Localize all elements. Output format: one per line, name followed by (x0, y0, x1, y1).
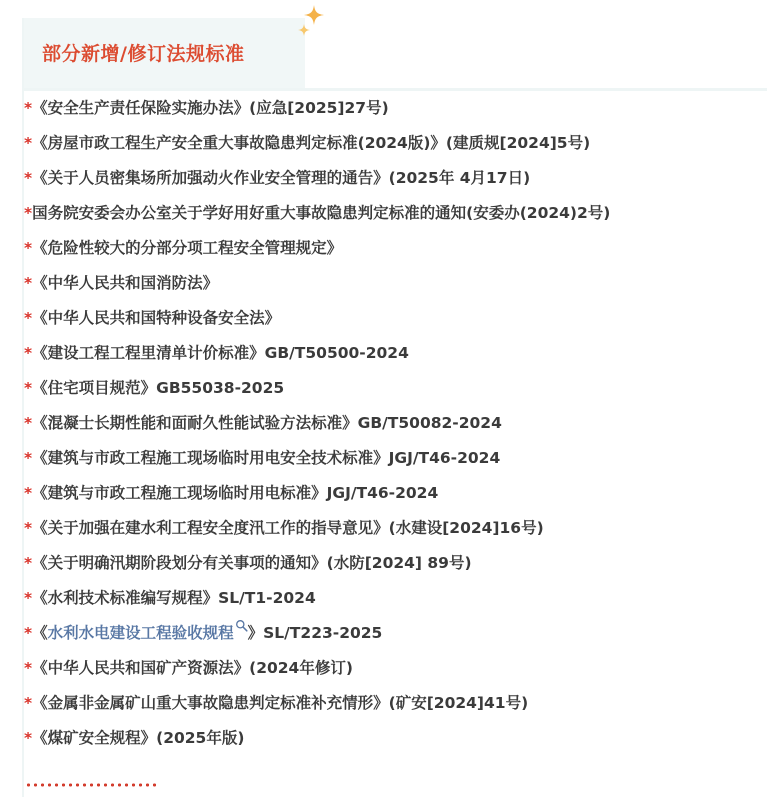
regulation-title: 《水利技术标准编写规程》SL/T1-2024 (32, 589, 316, 607)
list-star-marker: * (24, 99, 33, 117)
list-item (24, 582, 767, 617)
regulation-title: 《建筑与市政工程施工现场临时用电安全技术标准》JGJ/T46-2024 (32, 449, 501, 467)
list-star-marker: * (24, 239, 33, 257)
list-item (24, 337, 767, 372)
regulation-title: 《住宅项目规范》GB55038-2025 (32, 379, 285, 397)
list-star-marker: * (24, 519, 33, 537)
page-title: 部分新增/修订法规标准 (42, 43, 245, 65)
list-star-marker: * (24, 379, 33, 397)
list-item (24, 162, 767, 197)
list-item (24, 127, 767, 162)
regulation-title: 《房屋市政工程生产安全重大事故隐患判定标准(2024版)》(建质规[2024]5号) (32, 134, 591, 152)
regulation-list (24, 92, 767, 757)
list-star-marker: * (24, 624, 33, 642)
sparkle-icon (296, 3, 330, 43)
list-star-marker: * (24, 309, 33, 327)
regulation-title: 《危险性较大的分部分项工程安全管理规定》 (32, 239, 343, 257)
regulation-title: 《安全生产责任保险实施办法》(应急[2025]27号) (32, 99, 389, 117)
regulation-title: 《中华人民共和国矿产资源法》(2024年修订) (32, 659, 353, 677)
list-item (24, 232, 767, 267)
list-item (24, 267, 767, 302)
list-item (24, 92, 767, 127)
header-divider (22, 88, 767, 91)
regulation-title: 《关于加强在建水利工程安全度汛工作的指导意见》(水建设[2024]16号) (32, 519, 544, 537)
list-star-marker: * (24, 414, 33, 432)
regulation-code: 》SL/T223-2025 (247, 624, 383, 642)
list-star-marker: * (24, 729, 33, 747)
list-star-marker: * (24, 344, 33, 362)
list-item (24, 687, 767, 722)
regulation-title: 《建筑与市政工程施工现场临时用电标准》JGJ/T46-2024 (32, 484, 439, 502)
list-item (24, 722, 767, 757)
list-star-marker: * (24, 274, 33, 292)
list-item (24, 652, 767, 687)
list-star-marker: * (24, 694, 33, 712)
list-item (24, 512, 767, 547)
regulation-title: 《中华人民共和国消防法》 (32, 274, 219, 292)
regulation-title: 《建设工程工程里清单计价标准》GB/T50500-2024 (32, 344, 409, 362)
list-star-marker: * (24, 554, 33, 572)
list-star-marker: * (24, 589, 33, 607)
search-icon[interactable] (235, 619, 248, 632)
regulation-title: 《关于明确汛期阶段划分有关事项的通知》(水防[2024] 89号) (32, 554, 472, 572)
title-box (24, 18, 305, 88)
dotted-divider (25, 783, 159, 787)
list-item (24, 407, 767, 442)
list-item (24, 442, 767, 477)
list-item (24, 372, 767, 407)
list-item (24, 197, 767, 232)
regulation-title: 《中华人民共和国特种设备安全法》 (32, 309, 281, 327)
list-star-marker: * (24, 484, 33, 502)
list-item (24, 477, 767, 512)
regulation-title: 《煤矿安全规程》(2025年版) (32, 729, 245, 747)
list-star-marker: * (24, 134, 33, 152)
list-star-marker: * (24, 449, 33, 467)
regulation-title: 《混凝士长期性能和面耐久性能试验方法标准》GB/T50082-2024 (32, 414, 502, 432)
regulation-title: 国务院安委会办公室关于学好用好重大事故隐患判定标准的通知(安委办(2024)2号) (32, 204, 611, 222)
regulation-title: 《关于人员密集场所加强动火作业安全管理的通告》(2025年 4月17日) (32, 169, 531, 187)
regulation-open-bracket: 《 (32, 624, 48, 642)
list-star-marker: * (24, 204, 33, 222)
list-item (24, 547, 767, 582)
regulation-search-link[interactable]: 水利水电建设工程验收规程 (47, 624, 234, 642)
list-item (24, 617, 767, 652)
regulation-title: 《金属非金属矿山重大事故隐患判定标准补充情形》(矿安[2024]41号) (32, 694, 529, 712)
list-star-marker: * (24, 169, 33, 187)
list-item (24, 302, 767, 337)
list-star-marker: * (24, 659, 33, 677)
